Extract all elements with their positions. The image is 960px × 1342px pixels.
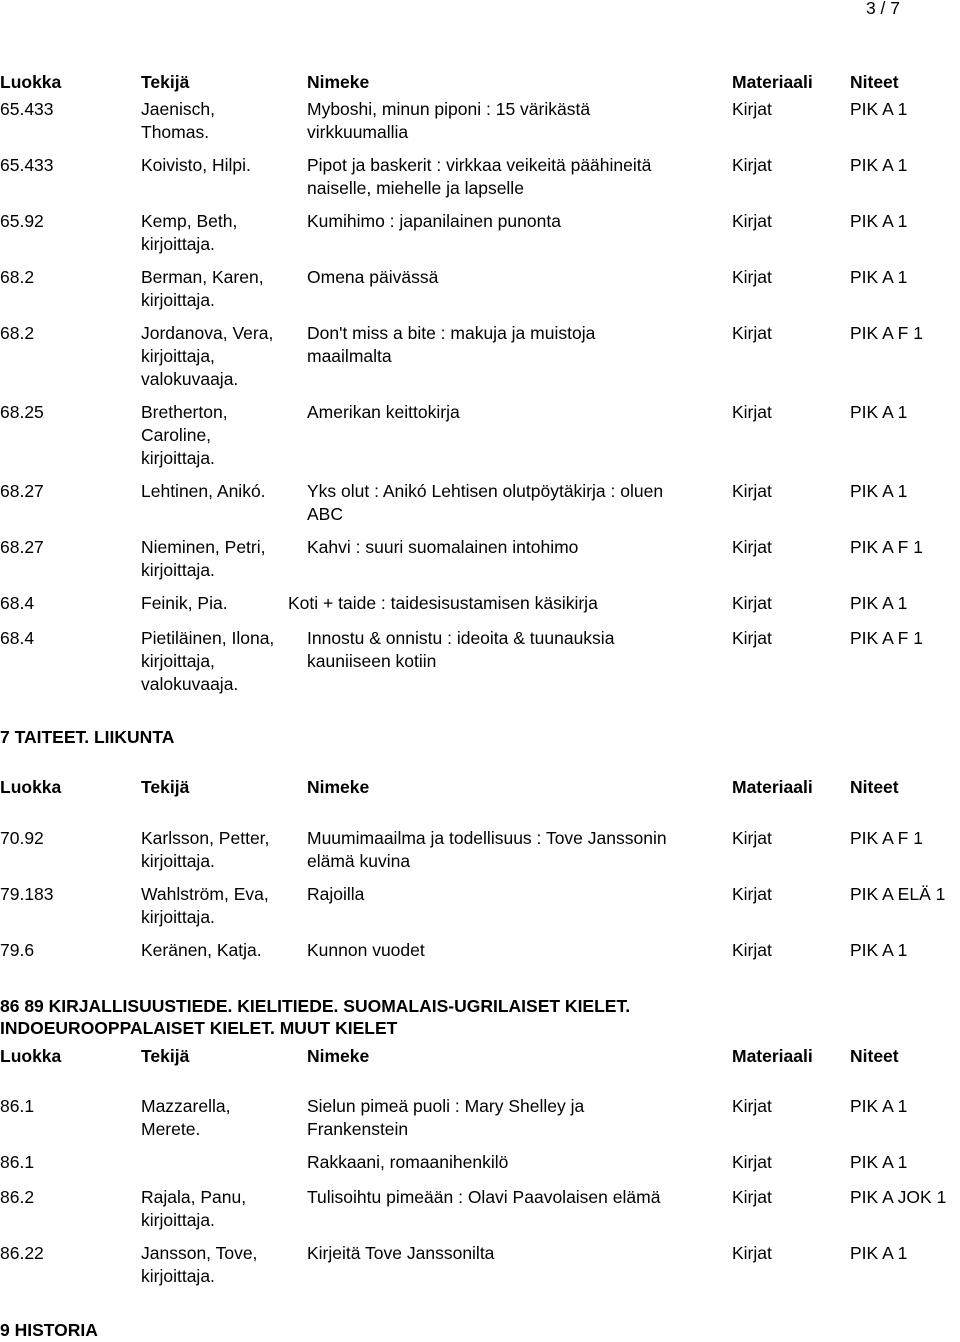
cell-luokka: 65.433 xyxy=(0,99,54,119)
cell-materiaali: Kirjat xyxy=(732,884,772,904)
cell-luokka: 86.1 xyxy=(0,1152,35,1172)
cell-niteet: PIK A 1 xyxy=(850,1243,908,1263)
cell-nimeke: Tulisoihtu pimeään : Olavi Paavolaisen elämä xyxy=(307,1187,661,1207)
cell-nimeke: Myboshi, minun piponi : 15 värikästä xyxy=(307,99,591,119)
header-materiaali: Materiaali xyxy=(732,777,813,797)
cell-luokka: 68.2 xyxy=(0,323,35,343)
cell-tekija: Rajala, Panu, xyxy=(141,1187,247,1207)
cell-luokka: 86.2 xyxy=(0,1187,35,1207)
cell-niteet: PIK A ELÄ 1 xyxy=(850,884,946,904)
cell-niteet: PIK A F 1 xyxy=(850,628,923,648)
cell-nimeke: Kumihimo : japanilainen punonta xyxy=(307,211,561,231)
header-nimeke: Nimeke xyxy=(307,72,370,92)
cell-materiaali: Kirjat xyxy=(732,1243,772,1263)
cell-materiaali: Kirjat xyxy=(732,593,772,613)
cell-nimeke: Pipot ja baskerit : virkkaa veikeitä päähineitä xyxy=(307,155,652,175)
cell-niteet: PIK A 1 xyxy=(850,155,908,175)
cell-nimeke: maailmalta xyxy=(307,346,392,366)
cell-materiaali: Kirjat xyxy=(732,267,772,287)
header-luokka: Luokka xyxy=(0,72,62,92)
cell-tekija: kirjoittaja. xyxy=(141,234,215,254)
cell-niteet: PIK A 1 xyxy=(850,1096,908,1116)
header-tekija: Tekijä xyxy=(141,1046,190,1066)
cell-luokka: 86.22 xyxy=(0,1243,44,1263)
cell-niteet: PIK A F 1 xyxy=(850,828,923,848)
cell-materiaali: Kirjat xyxy=(732,402,772,422)
cell-materiaali: Kirjat xyxy=(732,481,772,501)
header-luokka: Luokka xyxy=(0,777,62,797)
cell-nimeke: Kunnon vuodet xyxy=(307,940,425,960)
cell-nimeke: Koti + taide : taidesisustamisen käsikirja xyxy=(288,593,598,613)
cell-tekija: kirjoittaja, xyxy=(141,346,215,366)
cell-materiaali: Kirjat xyxy=(732,211,772,231)
cell-tekija: kirjoittaja. xyxy=(141,1210,215,1230)
cell-nimeke: Frankenstein xyxy=(307,1119,409,1139)
header-nimeke: Nimeke xyxy=(307,777,370,797)
cell-materiaali: Kirjat xyxy=(732,155,772,175)
cell-tekija: kirjoittaja. xyxy=(141,560,215,580)
header-nimeke: Nimeke xyxy=(307,1046,370,1066)
cell-tekija: Kemp, Beth, xyxy=(141,211,238,231)
header-materiaali: Materiaali xyxy=(732,72,813,92)
header-niteet: Niteet xyxy=(850,777,899,797)
section-title: 7 TAITEET. LIIKUNTA xyxy=(0,727,175,747)
cell-nimeke: Kirjeitä Tove Janssonilta xyxy=(307,1243,495,1263)
header-materiaali: Materiaali xyxy=(732,1046,813,1066)
cell-luokka: 68.4 xyxy=(0,593,35,613)
cell-materiaali: Kirjat xyxy=(732,1152,772,1172)
cell-tekija: Keränen, Katja. xyxy=(141,940,262,960)
cell-niteet: PIK A 1 xyxy=(850,99,908,119)
cell-luokka: 65.433 xyxy=(0,155,54,175)
cell-luokka: 79.6 xyxy=(0,940,35,960)
cell-nimeke: Rajoilla xyxy=(307,884,365,904)
cell-luokka: 68.27 xyxy=(0,537,44,557)
cell-luokka: 70.92 xyxy=(0,828,44,848)
page-number: 3 / 7 xyxy=(865,0,900,18)
cell-nimeke: Yks olut : Anikó Lehtisen olutpöytäkirja : oluen xyxy=(307,481,664,501)
header-niteet: Niteet xyxy=(850,72,899,92)
section-title: 9 HISTORIA xyxy=(0,1320,98,1340)
cell-niteet: PIK A 1 xyxy=(850,481,908,501)
cell-nimeke: Innostu & onnistu : ideoita & tuunauksia xyxy=(307,628,615,648)
header-tekija: Tekijä xyxy=(141,72,190,92)
cell-tekija: kirjoittaja. xyxy=(141,1266,215,1286)
cell-niteet: PIK A 1 xyxy=(850,940,908,960)
cell-tekija: Caroline, xyxy=(141,425,212,445)
cell-nimeke: Omena päivässä xyxy=(307,267,439,287)
header-tekija: Tekijä xyxy=(141,777,190,797)
section-title: 86 89 KIRJALLISUUSTIEDE. KIELITIEDE. SUOMALAIS-UGRILAISET KIELET. xyxy=(0,996,631,1016)
cell-nimeke: Don't miss a bite : makuja ja muistoja xyxy=(307,323,596,343)
cell-tekija: Jordanova, Vera, xyxy=(141,323,274,343)
cell-niteet: PIK A 1 xyxy=(850,267,908,287)
cell-tekija: valokuvaaja. xyxy=(141,674,239,694)
cell-materiaali: Kirjat xyxy=(732,323,772,343)
cell-nimeke: naiselle, miehelle ja lapselle xyxy=(307,178,524,198)
cell-niteet: PIK A F 1 xyxy=(850,537,923,557)
cell-tekija: Pietiläinen, Ilona, xyxy=(141,628,275,648)
cell-nimeke: kauniiseen kotiin xyxy=(307,651,437,671)
cell-luokka: 65.92 xyxy=(0,211,44,231)
cell-materiaali: Kirjat xyxy=(732,537,772,557)
cell-tekija: Jaenisch, xyxy=(141,99,215,119)
cell-tekija: Mazzarella, xyxy=(141,1096,231,1116)
cell-luokka: 68.2 xyxy=(0,267,35,287)
cell-tekija: Bretherton, xyxy=(141,402,228,422)
cell-nimeke: Kahvi : suuri suomalainen intohimo xyxy=(307,537,579,557)
cell-nimeke: virkkuumallia xyxy=(307,122,409,142)
cell-tekija: Wahlström, Eva, xyxy=(141,884,269,904)
header-niteet: Niteet xyxy=(850,1046,899,1066)
cell-materiaali: Kirjat xyxy=(732,628,772,648)
cell-luokka: 68.25 xyxy=(0,402,44,422)
cell-materiaali: Kirjat xyxy=(732,1187,772,1207)
cell-tekija: Berman, Karen, xyxy=(141,267,264,287)
cell-tekija: kirjoittaja. xyxy=(141,907,215,927)
cell-tekija: Lehtinen, Anikó. xyxy=(141,481,266,501)
cell-niteet: PIK A F 1 xyxy=(850,323,923,343)
section-title: INDOEUROOPPALAISET KIELET. MUUT KIELET xyxy=(0,1018,398,1038)
cell-nimeke: elämä kuvina xyxy=(307,851,411,871)
cell-tekija: Thomas. xyxy=(141,122,210,142)
cell-nimeke: ABC xyxy=(307,504,343,524)
cell-tekija: kirjoittaja. xyxy=(141,290,215,310)
cell-niteet: PIK A 1 xyxy=(850,1152,908,1172)
cell-nimeke: Sielun pimeä puoli : Mary Shelley ja xyxy=(307,1096,585,1116)
cell-luokka: 86.1 xyxy=(0,1096,35,1116)
cell-tekija: kirjoittaja. xyxy=(141,851,215,871)
cell-tekija: Karlsson, Petter, xyxy=(141,828,270,848)
cell-nimeke: Muumimaailma ja todellisuus : Tove Janssonin xyxy=(307,828,667,848)
cell-tekija: valokuvaaja. xyxy=(141,369,239,389)
cell-materiaali: Kirjat xyxy=(732,940,772,960)
cell-tekija: Jansson, Tove, xyxy=(141,1243,258,1263)
cell-niteet: PIK A 1 xyxy=(850,211,908,231)
cell-niteet: PIK A 1 xyxy=(850,402,908,422)
cell-materiaali: Kirjat xyxy=(732,1096,772,1116)
cell-luokka: 68.4 xyxy=(0,628,35,648)
cell-materiaali: Kirjat xyxy=(732,99,772,119)
cell-materiaali: Kirjat xyxy=(732,828,772,848)
header-luokka: Luokka xyxy=(0,1046,62,1066)
cell-luokka: 79.183 xyxy=(0,884,54,904)
cell-tekija: kirjoittaja, xyxy=(141,651,215,671)
cell-nimeke: Rakkaani, romaanihenkilö xyxy=(307,1152,509,1172)
cell-niteet: PIK A 1 xyxy=(850,593,908,613)
cell-nimeke: Amerikan keittokirja xyxy=(307,402,460,422)
cell-tekija: Merete. xyxy=(141,1119,201,1139)
cell-tekija: Nieminen, Petri, xyxy=(141,537,266,557)
cell-niteet: PIK A JOK 1 xyxy=(850,1187,947,1207)
cell-tekija: kirjoittaja. xyxy=(141,448,215,468)
cell-tekija: Koivisto, Hilpi. xyxy=(141,155,251,175)
cell-luokka: 68.27 xyxy=(0,481,44,501)
cell-tekija: Feinik, Pia. xyxy=(141,593,228,613)
